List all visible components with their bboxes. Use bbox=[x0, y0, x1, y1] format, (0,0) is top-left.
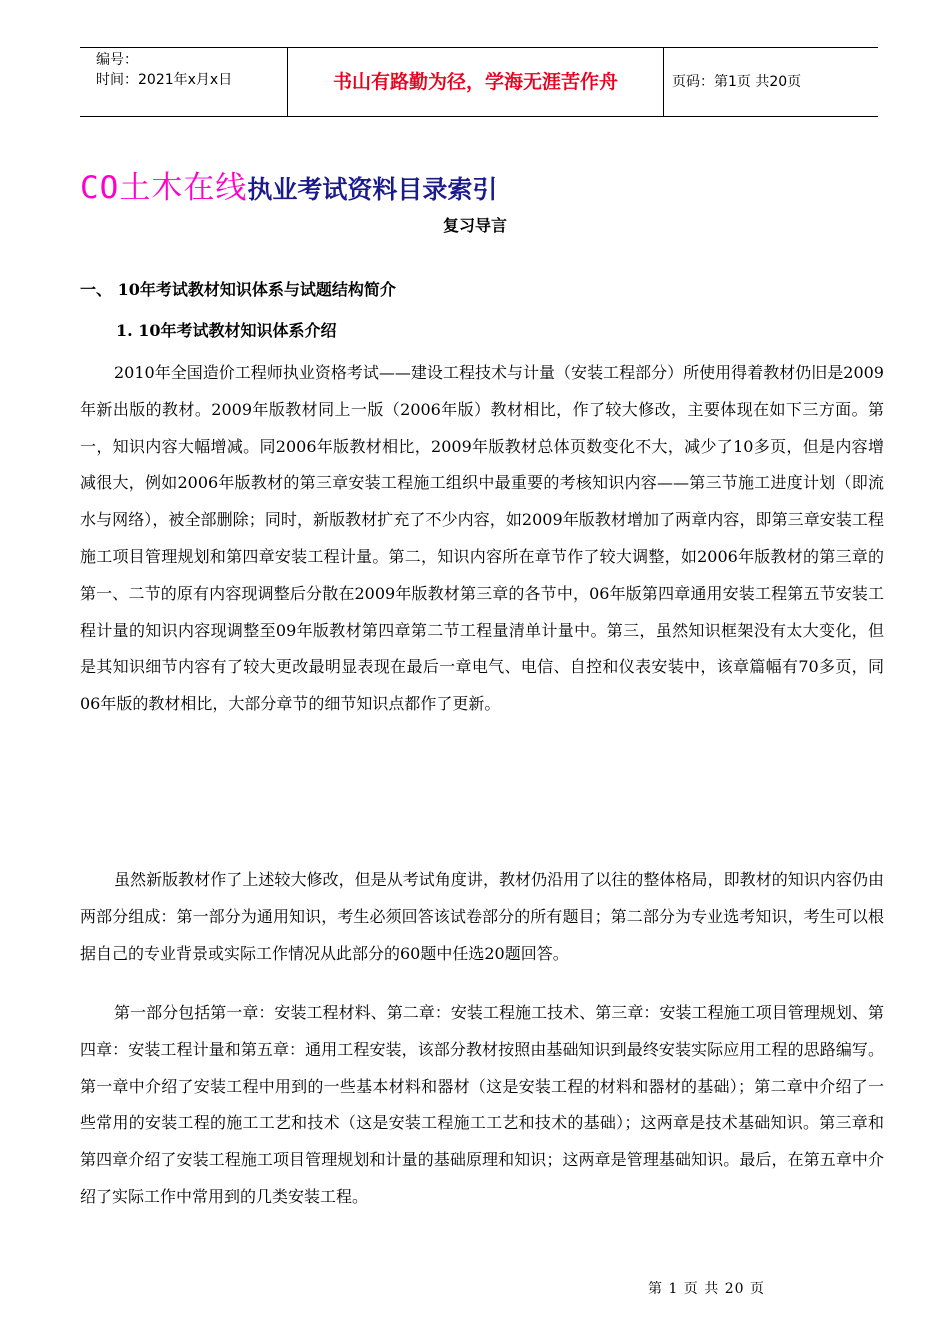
number-label: 编号： bbox=[96, 52, 138, 68]
title-main: 执业考试资料目录索引 bbox=[247, 175, 498, 204]
paragraph-1: 2010年全国造价工程师执业资格考试——建设工程技术与计量（安装工程部分）所使用得着教材仍旧是2009年新出版的教材。2009年版教材同上一版（2006年版）教材相比，作了较大修改，主要体现在如下三方面。第一，知识内容大幅增减。同2006年版教材相比，2009年版教材总体页数变化不大，减少了10多页，但是内容增减很大，例如2006年版教材的第三章安装工程施工组织中最重要的考核知识内容——第三节施工进度计划（即流水与网络），被全部删除；同时，新版教材扩充了不少内容，如2009年版教材增加了两章内容，即第三章安装工程施工项目管理规划和第四章安装工程计量。第二，知识内容所在章节作了较大调整，如2006年版教材的第三章的第一、二节的原有内容现调整后分散在2009年版教材第三章的各节中，06年版第四章通用安装工程第五节安装工程计量的知识内容现调整至09年版教材第四章第二节工程量清单计量中。第三，虽然知识框架没有太大变化，但是其知识细节内容有了较大更改最明显表现在最后一章电气、电信、自控和仪表安装中，该章篇幅有70多页，同06年版的教材相比，大部分章节的细节知识点都作了更新。 bbox=[80, 363, 884, 714]
page-header bbox=[80, 47, 878, 117]
section-subheading: 1. 10年考试教材知识体系介绍 bbox=[116, 321, 337, 340]
header-info-cell bbox=[80, 48, 288, 116]
brand-logo-text: CO土木在线 bbox=[80, 170, 248, 206]
page-footer: 第 1 页 共 20 页 bbox=[648, 1281, 765, 1297]
section-heading: 一、 10年考试教材知识体系与试题结构简介 bbox=[80, 280, 396, 299]
paragraph-2: 虽然新版教材作了上述较大修改，但是从考试角度讲，教材仍沿用了以往的整体格局，即教材的知识内容仍由两部分组成：第一部分为通用知识，考生必须回答该试卷部分的所有题目；第二部分为专业选考知识，考生可以根据自己的专业背景或实际工作情况从此部分的60题中任选20题回答。 bbox=[80, 870, 884, 963]
subtitle: 复习导言 bbox=[442, 216, 507, 235]
time-label: 时间：2021年x月x日 bbox=[96, 72, 233, 88]
paragraph-3: 第一部分包括第一章：安装工程材料、第二章：安装工程施工技术、第三章：安装工程施工项目管理规划、第四章：安装工程计量和第五章：通用工程安装，该部分教材按照由基础知识到最终安装实际应用工程的思路编写。第一章中介绍了安装工程中用到的一些基本材料和器材（这是安装工程的材料和器材的基础）；第二章中介绍了一些常用的安装工程的施工工艺和技术（这是安装工程施工工艺和技术的基础）；这两章是技术基础知识。第三章和第四章介绍了安装工程施工项目管理规划和计量的基础原理和知识；这两章是管理基础知识。最后，在第五章中介绍了实际工作中常用到的几类安装工程。 bbox=[80, 1003, 884, 1206]
header-page-label: 页码：第1页 共20页 bbox=[672, 74, 802, 90]
header-motto: 书山有路勤为径，学海无涯苦作舟 bbox=[288, 48, 664, 116]
document-title bbox=[80, 162, 497, 207]
